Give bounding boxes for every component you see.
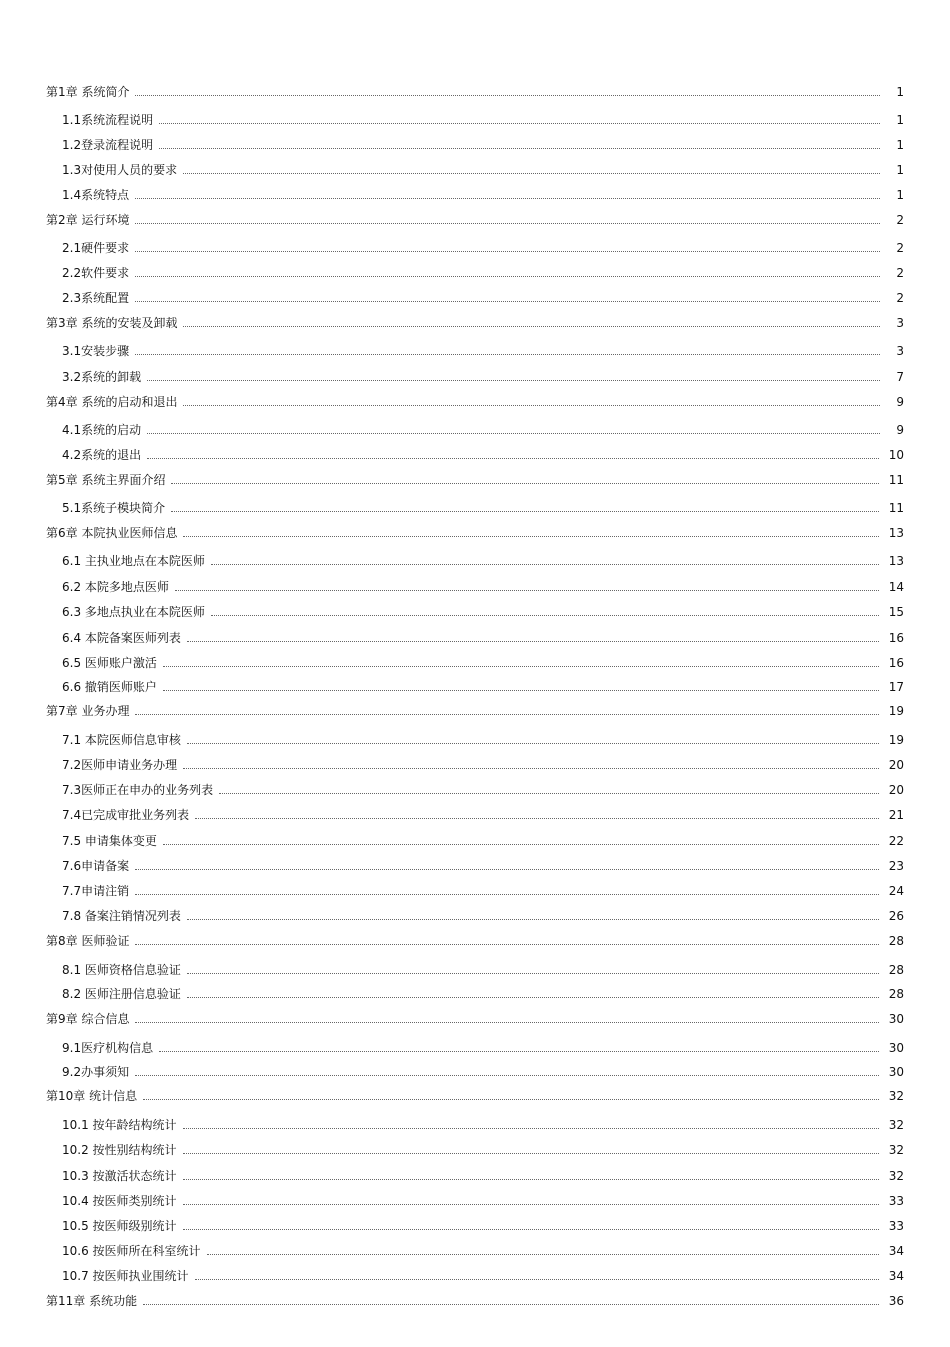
toc-entry-label: 7.1 本院医师信息审核 xyxy=(62,733,181,747)
toc-section-entry[interactable] xyxy=(62,601,904,619)
toc-dot-leader xyxy=(183,326,880,327)
toc-section-entry[interactable] xyxy=(62,804,904,822)
toc-page-number: 33 xyxy=(888,1219,904,1233)
toc-section-entry[interactable] xyxy=(62,444,904,462)
toc-page-number: 9 xyxy=(896,423,904,437)
toc-dot-leader xyxy=(135,301,880,302)
toc-page-number: 26 xyxy=(888,909,904,923)
toc-page-number: 14 xyxy=(888,580,904,594)
toc-chapter-entry[interactable] xyxy=(46,700,904,718)
toc-chapter-entry[interactable] xyxy=(46,469,904,487)
toc-entry-label: 1.4系统特点 xyxy=(62,188,130,202)
toc-page-number: 2 xyxy=(896,213,904,227)
toc-entry-label: 8.1 医师资格信息验证 xyxy=(62,963,181,977)
toc-page-number: 32 xyxy=(888,1089,904,1103)
toc-section-entry[interactable] xyxy=(62,159,904,177)
toc-page-number: 2 xyxy=(896,241,904,255)
toc-dot-leader xyxy=(175,590,879,591)
toc-section-entry[interactable] xyxy=(62,652,904,670)
toc-entry-label: 5.1系统子模块简介 xyxy=(62,501,166,515)
toc-page-number: 19 xyxy=(888,733,904,747)
toc-page-number: 32 xyxy=(888,1169,904,1183)
toc-dot-leader xyxy=(183,1153,879,1154)
toc-entry-label: 7.2医师申请业务办理 xyxy=(62,758,178,772)
toc-section-entry[interactable] xyxy=(62,550,904,568)
toc-entry-label: 6.4 本院备案医师列表 xyxy=(62,631,181,645)
toc-dot-leader xyxy=(147,380,880,381)
toc-dot-leader xyxy=(135,198,880,199)
toc-entry-label: 第2章 运行环境 xyxy=(46,213,130,227)
toc-section-entry[interactable] xyxy=(62,905,904,923)
toc-dot-leader xyxy=(187,743,879,744)
toc-entry-label: 第1章 系统简介 xyxy=(46,85,130,99)
toc-page-number: 17 xyxy=(888,680,904,694)
toc-entry-label: 4.2系统的退出 xyxy=(62,448,142,462)
toc-dot-leader xyxy=(219,793,879,794)
toc-dot-leader xyxy=(135,1075,879,1076)
toc-entry-label: 7.5 申请集体变更 xyxy=(62,834,157,848)
toc-page-number: 16 xyxy=(888,656,904,670)
toc-page-number: 3 xyxy=(896,344,904,358)
toc-section-entry[interactable] xyxy=(62,1190,904,1208)
toc-page-number: 32 xyxy=(888,1118,904,1132)
toc-chapter-entry[interactable] xyxy=(46,209,904,227)
toc-dot-leader xyxy=(183,768,879,769)
toc-page-number: 28 xyxy=(888,963,904,977)
toc-section-entry[interactable] xyxy=(62,983,904,1001)
toc-page-number: 1 xyxy=(896,188,904,202)
toc-entry-label: 7.8 备案注销情况列表 xyxy=(62,909,181,923)
toc-page-number: 28 xyxy=(888,934,904,948)
toc-section-entry[interactable] xyxy=(62,855,904,873)
toc-entry-label: 1.1系统流程说明 xyxy=(62,113,154,127)
toc-entry-label: 第5章 系统主界面介绍 xyxy=(46,473,166,487)
toc-dot-leader xyxy=(187,997,879,998)
toc-entry-label: 10.4 按医师类别统计 xyxy=(62,1194,177,1208)
toc-dot-leader xyxy=(171,511,879,512)
toc-chapter-entry[interactable] xyxy=(46,312,904,330)
toc-dot-leader xyxy=(183,536,878,537)
toc-dot-leader xyxy=(143,1099,879,1100)
toc-section-entry[interactable] xyxy=(62,1240,904,1258)
toc-section-entry[interactable] xyxy=(62,287,904,305)
toc-dot-leader xyxy=(147,458,879,459)
toc-entry-label: 9.2办事须知 xyxy=(62,1065,130,1079)
toc-section-entry[interactable] xyxy=(62,497,904,515)
toc-page-number: 2 xyxy=(896,266,904,280)
toc-entry-label: 10.5 按医师级别统计 xyxy=(62,1219,177,1233)
toc-page-number: 33 xyxy=(888,1194,904,1208)
toc-entry-label: 第11章 系统功能 xyxy=(46,1294,138,1308)
toc-dot-leader xyxy=(163,844,879,845)
toc-entry-label: 7.4已完成审批业务列表 xyxy=(62,808,190,822)
toc-dot-leader xyxy=(135,251,880,252)
toc-dot-leader xyxy=(135,1022,878,1023)
toc-page-number: 24 xyxy=(888,884,904,898)
toc-section-entry[interactable] xyxy=(62,880,904,898)
toc-section-entry[interactable] xyxy=(62,237,904,255)
toc-page-number: 28 xyxy=(888,987,904,1001)
toc-dot-leader xyxy=(143,1304,879,1305)
toc-dot-leader xyxy=(195,1279,879,1280)
toc-dot-leader xyxy=(187,919,879,920)
toc-dot-leader xyxy=(187,641,879,642)
toc-section-entry[interactable] xyxy=(62,1165,904,1183)
toc-chapter-entry[interactable] xyxy=(46,522,904,540)
toc-dot-leader xyxy=(183,1128,879,1129)
toc-section-entry[interactable] xyxy=(62,1037,904,1055)
toc-entry-label: 第7章 业务办理 xyxy=(46,704,130,718)
toc-dot-leader xyxy=(211,564,879,565)
toc-entry-label: 7.7申请注销 xyxy=(62,884,130,898)
toc-dot-leader xyxy=(159,148,880,149)
toc-section-entry[interactable] xyxy=(62,676,904,694)
toc-entry-label: 第6章 本院执业医师信息 xyxy=(46,526,178,540)
toc-dot-leader xyxy=(135,354,880,355)
toc-page-number: 13 xyxy=(888,554,904,568)
toc-entry-label: 6.2 本院多地点医师 xyxy=(62,580,169,594)
toc-entry-label: 3.2系统的卸载 xyxy=(62,370,142,384)
toc-chapter-entry[interactable] xyxy=(46,391,904,409)
toc-entry-label: 第9章 综合信息 xyxy=(46,1012,130,1026)
toc-section-entry[interactable] xyxy=(62,109,904,127)
toc-entry-label: 10.3 按激活状态统计 xyxy=(62,1169,177,1183)
toc-page-number: 30 xyxy=(888,1012,904,1026)
toc-section-entry[interactable] xyxy=(62,576,904,594)
toc-page-number: 10 xyxy=(888,448,904,462)
toc-entry-label: 2.3系统配置 xyxy=(62,291,130,305)
toc-dot-leader xyxy=(135,869,879,870)
toc-page-number: 1 xyxy=(896,138,904,152)
toc-entry-label: 1.2登录流程说明 xyxy=(62,138,154,152)
toc-page-number: 9 xyxy=(896,395,904,409)
toc-dot-leader xyxy=(135,95,880,96)
toc-entry-label: 7.6申请备案 xyxy=(62,859,130,873)
toc-entry-label: 10.7 按医师执业围统计 xyxy=(62,1269,189,1283)
toc-chapter-entry[interactable] xyxy=(46,1085,904,1103)
toc-page-number: 7 xyxy=(896,370,904,384)
toc-entry-label: 1.3对使用人员的要求 xyxy=(62,163,178,177)
toc-entry-label: 10.1 按年龄结构统计 xyxy=(62,1118,177,1132)
toc-section-entry[interactable] xyxy=(62,779,904,797)
toc-entry-label: 6.3 多地点执业在本院医师 xyxy=(62,605,205,619)
toc-dot-leader xyxy=(135,276,880,277)
toc-dot-leader xyxy=(159,1051,879,1052)
toc-page-number: 20 xyxy=(888,783,904,797)
toc-page-number: 34 xyxy=(888,1269,904,1283)
toc-dot-leader xyxy=(187,973,879,974)
toc-dot-leader xyxy=(135,944,878,945)
toc-entry-label: 6.5 医师账户激活 xyxy=(62,656,157,670)
toc-page-number: 30 xyxy=(888,1065,904,1079)
toc-section-entry[interactable] xyxy=(62,729,904,747)
toc-page-number: 1 xyxy=(896,85,904,99)
toc-entry-label: 10.2 按性别结构统计 xyxy=(62,1143,177,1157)
toc-page-number: 1 xyxy=(896,113,904,127)
toc-dot-leader xyxy=(159,123,880,124)
toc-section-entry[interactable] xyxy=(62,340,904,358)
toc-page-number: 34 xyxy=(888,1244,904,1258)
toc-entry-label: 2.2软件要求 xyxy=(62,266,130,280)
toc-page-number: 13 xyxy=(888,526,904,540)
toc-page-number: 3 xyxy=(896,316,904,330)
toc-section-entry[interactable] xyxy=(62,959,904,977)
toc-dot-leader xyxy=(183,1229,879,1230)
toc-section-entry[interactable] xyxy=(62,1061,904,1079)
toc-section-entry[interactable] xyxy=(62,134,904,152)
toc-dot-leader xyxy=(211,615,879,616)
toc-entry-label: 7.3医师正在申办的业务列表 xyxy=(62,783,214,797)
toc-section-entry[interactable] xyxy=(62,1114,904,1132)
toc-dot-leader xyxy=(183,173,880,174)
toc-section-entry[interactable] xyxy=(62,184,904,202)
toc-entry-label: 3.1安装步骤 xyxy=(62,344,130,358)
toc-chapter-entry[interactable] xyxy=(46,1008,904,1026)
toc-dot-leader xyxy=(163,690,879,691)
toc-entry-label: 2.1硬件要求 xyxy=(62,241,130,255)
toc-page-number: 16 xyxy=(888,631,904,645)
toc-dot-leader xyxy=(163,666,879,667)
toc-section-entry[interactable] xyxy=(62,1215,904,1233)
toc-page-number: 30 xyxy=(888,1041,904,1055)
toc-dot-leader xyxy=(135,714,878,715)
toc-section-entry[interactable] xyxy=(62,1139,904,1157)
toc-page-number: 36 xyxy=(888,1294,904,1308)
toc-dot-leader xyxy=(183,1204,879,1205)
toc-entry-label: 第3章 系统的安装及卸载 xyxy=(46,316,178,330)
toc-entry-label: 6.6 撤销医师账户 xyxy=(62,680,157,694)
toc-page-number: 2 xyxy=(896,291,904,305)
toc-section-entry[interactable] xyxy=(62,627,904,645)
toc-section-entry[interactable] xyxy=(62,419,904,437)
toc-page-number: 32 xyxy=(888,1143,904,1157)
toc-page-number: 21 xyxy=(888,808,904,822)
toc-section-entry[interactable] xyxy=(62,262,904,280)
toc-entry-label: 6.1 主执业地点在本院医师 xyxy=(62,554,205,568)
toc-page-number: 15 xyxy=(888,605,904,619)
toc-chapter-entry[interactable] xyxy=(46,1290,904,1308)
toc-entry-label: 4.1系统的启动 xyxy=(62,423,142,437)
toc-page-number: 20 xyxy=(888,758,904,772)
toc-page-number: 19 xyxy=(888,704,904,718)
toc-page-number: 22 xyxy=(888,834,904,848)
toc-dot-leader xyxy=(207,1254,879,1255)
toc-dot-leader xyxy=(135,223,880,224)
toc-dot-leader xyxy=(147,433,880,434)
toc-entry-label: 10.6 按医师所在科室统计 xyxy=(62,1244,201,1258)
toc-section-entry[interactable] xyxy=(62,1265,904,1283)
toc-page-number: 1 xyxy=(896,163,904,177)
toc-chapter-entry[interactable] xyxy=(46,81,904,99)
toc-section-entry[interactable] xyxy=(62,830,904,848)
toc-section-entry[interactable] xyxy=(62,754,904,772)
toc-page-number: 11 xyxy=(888,501,904,515)
toc-chapter-entry[interactable] xyxy=(46,930,904,948)
toc-entry-label: 8.2 医师注册信息验证 xyxy=(62,987,181,1001)
toc-dot-leader xyxy=(183,405,880,406)
toc-page-number: 11 xyxy=(888,473,904,487)
toc-dot-leader xyxy=(171,483,878,484)
toc-entry-label: 第10章 统计信息 xyxy=(46,1089,138,1103)
toc-dot-leader xyxy=(195,818,879,819)
toc-entry-label: 第4章 系统的启动和退出 xyxy=(46,395,178,409)
toc-section-entry[interactable] xyxy=(62,366,904,384)
toc-dot-leader xyxy=(135,894,879,895)
toc-dot-leader xyxy=(183,1179,879,1180)
toc-entry-label: 9.1医疗机构信息 xyxy=(62,1041,154,1055)
toc-entry-label: 第8章 医师验证 xyxy=(46,934,130,948)
toc-page-number: 23 xyxy=(888,859,904,873)
